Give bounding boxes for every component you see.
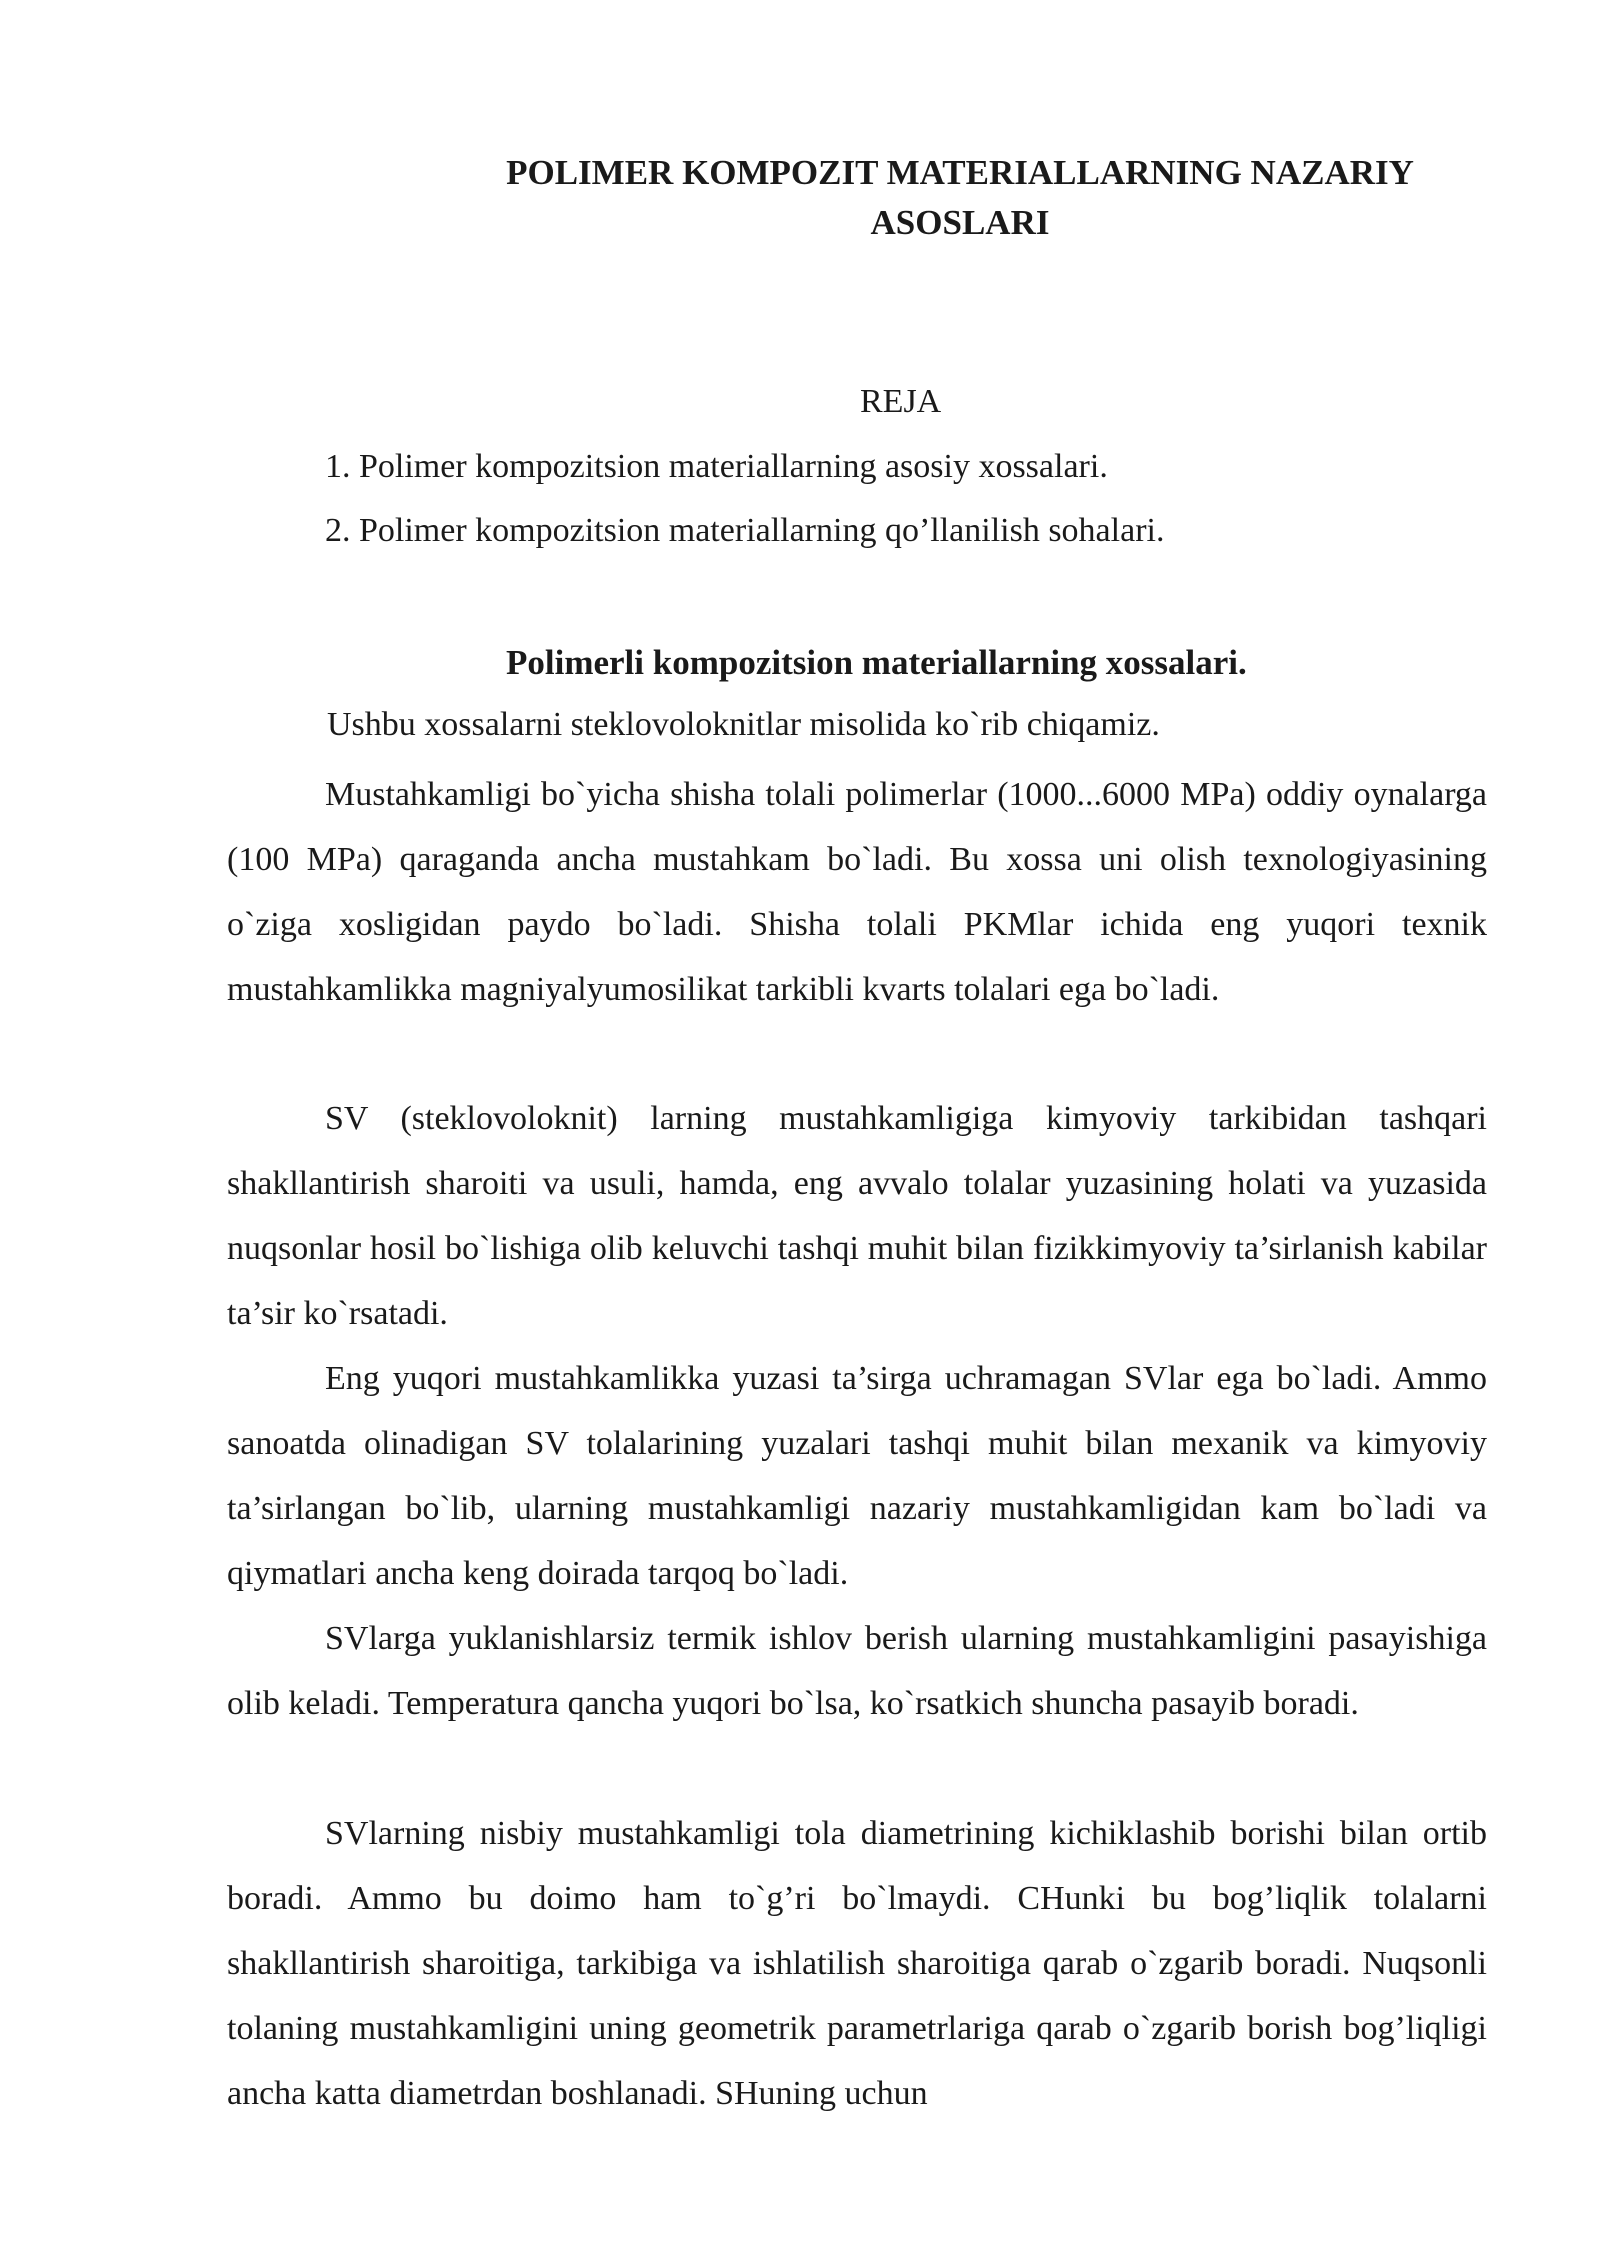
paragraph-3: Eng yuqori mustahkamlikka yuzasi ta’sirga uchramagan SVlar ega bo`ladi. Ammo sanoatda olinadigan SV tolalarining yuzalari tashqi muhit bilan mexanik va kimyoviy ta’sirlangan bo`lib, ularning mustahkamligi nazariy mustahkamligidan kam bo`ladi va qiymatlari ancha keng doirada tarqoq bo`ladi. — [227, 1360, 1487, 1592]
paragraph-1: Mustahkamligi bo`yicha shisha tolali polimerlar (1000...6000 MPa) oddiy oynalarga (100 MPa) qaraganda ancha mustahkam bo`ladi. Bu xossa uni olish texnologiyasining o`ziga xosligidan paydo bo`ladi. Shisha tolali PKMlar ichida eng yuqori texnik mustahkamlikka magniyalyumosilikat tarkibli kvarts tolalari ega bo`ladi. — [227, 776, 1487, 1008]
plan-heading: REJA — [860, 383, 942, 420]
document-title-line-1: POLIMER KOMPOZIT MATERIALLARNING NAZARIY — [506, 153, 1414, 192]
paragraph-5: SVlarning nisbiy mustahkamligi tola diametrining kichiklashib borishi bilan ortib boradi. Ammo bu doimo ham to`g’ri bo`lmaydi. CHunki bu bog’liqlik tolalarni shakllantirish sharoitiga, tarkibiga va ishlatilish sharoitiga qarab o`zgarib boradi. Nuqsonli tolaning mustahkamligini uning geometrik parametrlariga qarab o`zgarib borish bog’liqligi ancha katta diametrdan boshlanadi. SHuning uchun — [227, 1815, 1487, 2112]
plan-item-2: 2. Polimer kompozitsion materiallarning qo’llanilish sohalari. — [325, 512, 1165, 549]
paragraph-4: SVlarga yuklanishlarsiz termik ishlov berish ularning mustahkamligini pasayishiga olib keladi. Temperatura qancha yuqori bo`lsa, ko`rsatkich shuncha pasayib boradi. — [227, 1620, 1487, 1722]
document-title-line-2: ASOSLARI — [870, 203, 1050, 242]
paragraph-2: SV (steklovoloknit) larning mustahkamligiga kimyoviy tarkibidan tashqari shakllantirish sharoiti va usuli, hamda, eng avvalo tolalar yuzasining holati va yuzasida nuqsonlar hosil bo`lishiga olib keluvchi tashqi muhit bilan fizikkimyoviy ta’sirlanish kabilar ta’sir ko`rsatadi. — [227, 1100, 1487, 1332]
intro-sentence: Ushbu xossalarni steklovoloknitlar misolida ko`rib chiqamiz. — [327, 706, 1160, 743]
plan-item-1: 1. Polimer kompozitsion materiallarning asosiy xossalari. — [325, 448, 1108, 485]
section-heading: Polimerli kompozitsion materiallarning xossalari. — [506, 643, 1247, 682]
